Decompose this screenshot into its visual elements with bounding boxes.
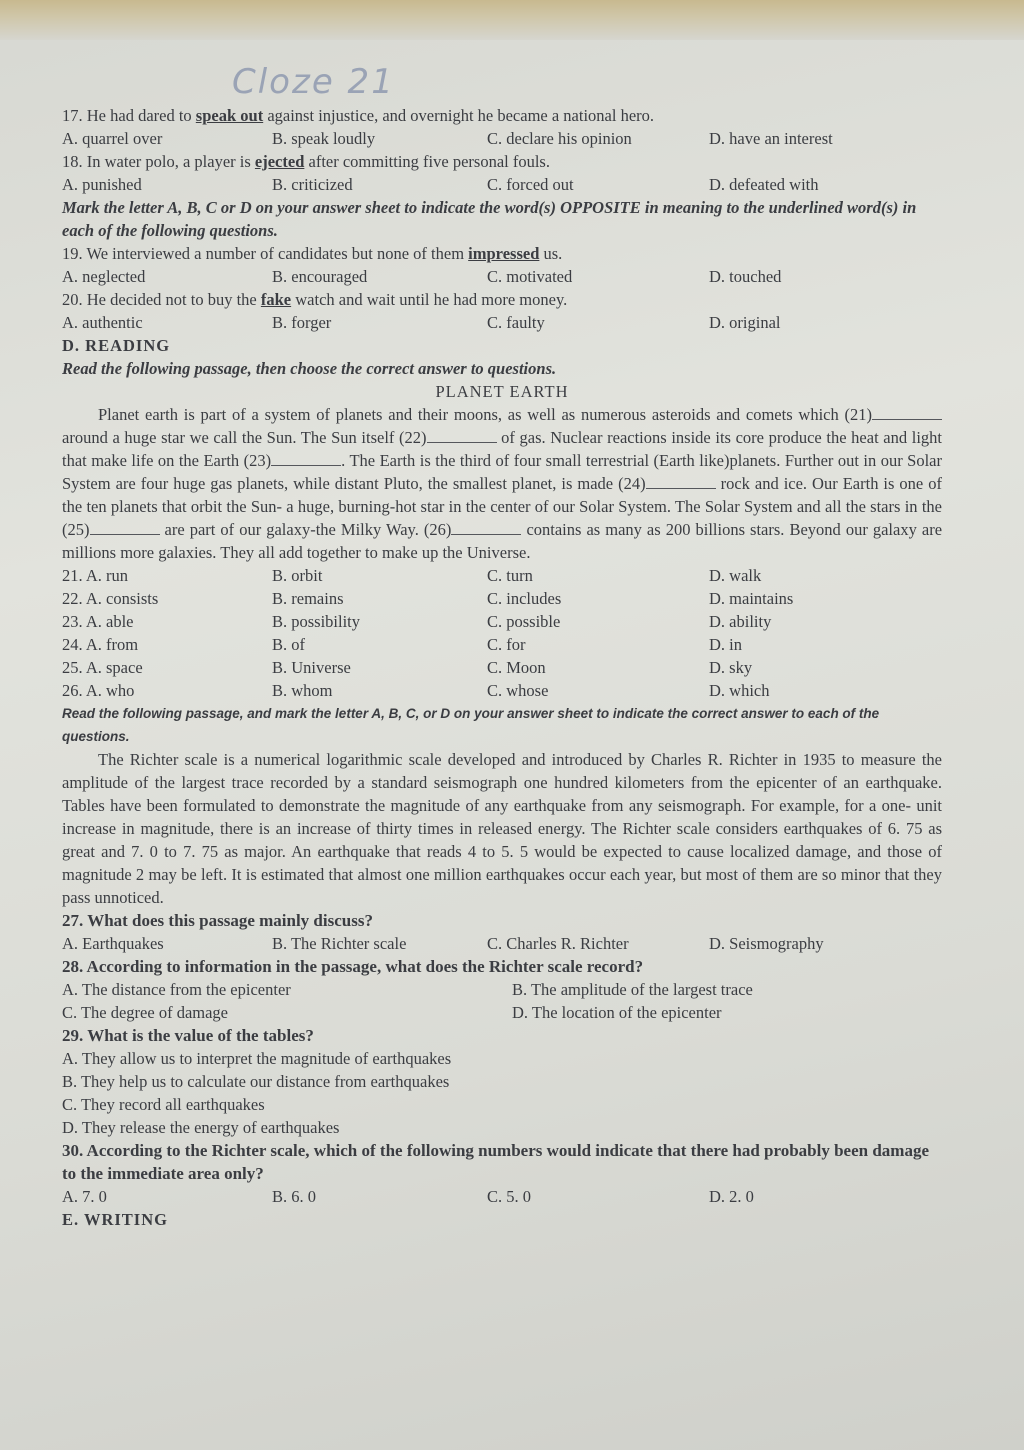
paper-fold-edge	[0, 0, 1024, 40]
question-23-options	[62, 610, 942, 633]
exam-content	[62, 60, 942, 1231]
option-c[interactable]: C. They record all earthquakes	[62, 1095, 265, 1114]
question-28-options-row-2	[62, 1001, 942, 1024]
option-c[interactable]: C. motivated	[487, 267, 573, 286]
question-27: 27. What does this passage mainly discuss?	[62, 911, 373, 930]
option-a[interactable]: A. punished	[62, 175, 142, 194]
passage-1-title: PLANET EARTH	[435, 382, 569, 401]
option-a[interactable]: 25. A. space	[62, 658, 143, 677]
option-d[interactable]: D. 2. 0	[709, 1187, 754, 1206]
option-c[interactable]: C. includes	[487, 589, 562, 608]
option-a[interactable]: A. authentic	[62, 313, 143, 332]
option-b[interactable]: B. forger	[272, 313, 332, 332]
question-21-options	[62, 564, 942, 587]
option-d[interactable]: D. They release the energy of earthquakes	[62, 1118, 340, 1137]
option-d[interactable]: D. touched	[709, 267, 782, 286]
option-a[interactable]: 24. A. from	[62, 635, 139, 654]
question-27-options	[62, 932, 942, 955]
option-b[interactable]: B. The Richter scale	[272, 934, 407, 953]
section-reading-heading: D. READING	[62, 336, 171, 355]
option-c[interactable]: C. forced out	[487, 175, 574, 194]
option-a[interactable]: 23. A. able	[62, 612, 134, 631]
question-28: 28. According to information in the passage, what does the Richter scale record?	[62, 957, 644, 976]
blank-22[interactable]	[427, 428, 497, 443]
instruction-passage-2: Read the following passage, and mark the letter A, B, C, or D on your answer sheet to indicate the correct answer to each of the questions.	[62, 706, 880, 744]
blank-23[interactable]	[271, 451, 341, 466]
blank-21[interactable]	[872, 405, 942, 420]
option-d[interactable]: D. have an interest	[709, 129, 833, 148]
option-b[interactable]: B. They help us to calculate our distance from earthquakes	[62, 1072, 450, 1091]
option-d[interactable]: D. maintains	[709, 589, 794, 608]
blank-25[interactable]	[90, 520, 160, 535]
option-c[interactable]: C. 5. 0	[487, 1187, 532, 1206]
question-17-options	[62, 127, 942, 150]
underlined-word: fake	[260, 290, 292, 309]
question-17: 17. He had dared to speak out against injustice, and overnight he became a national hero.	[62, 106, 655, 125]
option-d[interactable]: D. ability	[709, 612, 772, 631]
option-d[interactable]: D. Seismography	[709, 934, 824, 953]
option-a[interactable]: 21. A. run	[62, 566, 128, 585]
option-a[interactable]: A. quarrel over	[62, 129, 163, 148]
option-b[interactable]: B. Universe	[272, 658, 351, 677]
question-20-options	[62, 311, 942, 334]
question-20: 20. He decided not to buy the fake watch and wait until he had more money.	[62, 290, 568, 309]
option-a[interactable]: A. They allow us to interpret the magnitude of earthquakes	[62, 1049, 452, 1068]
option-c[interactable]: C. declare his opinion	[487, 129, 632, 148]
blank-24[interactable]	[646, 474, 716, 489]
option-b[interactable]: B. orbit	[272, 566, 323, 585]
option-b[interactable]: B. speak loudly	[272, 129, 376, 148]
handwritten-note: Cloze 21	[232, 62, 395, 102]
option-a[interactable]: A. 7. 0	[62, 1187, 107, 1206]
question-18: 18. In water polo, a player is ejected after committing five personal fouls.	[62, 152, 550, 171]
question-22-options	[62, 587, 942, 610]
option-c[interactable]: C. Charles R. Richter	[487, 934, 629, 953]
section-writing-heading: E. WRITING	[62, 1210, 168, 1229]
question-26-options	[62, 679, 942, 702]
instruction-passage-1: Read the following passage, then choose the correct answer to questions.	[62, 359, 557, 378]
option-c[interactable]: C. Moon	[487, 658, 546, 677]
question-28-options-row-1	[62, 978, 942, 1001]
option-a[interactable]: A. neglected	[62, 267, 146, 286]
underlined-word: ejected	[254, 152, 305, 171]
question-30: 30. According to the Richter scale, which of the following numbers would indicate that there had probably been damage to the immediate area only?	[62, 1141, 930, 1183]
option-d[interactable]: D. which	[709, 681, 770, 700]
question-29: 29. What is the value of the tables?	[62, 1026, 314, 1045]
option-b[interactable]: B. 6. 0	[272, 1187, 317, 1206]
option-a[interactable]: A. Earthquakes	[62, 934, 164, 953]
question-24-options	[62, 633, 942, 656]
passage-1: Planet earth is part of a system of planets and their moons, as well as numerous asteroids and comets which (21) around a huge star we call the Sun. The Sun itself (22) of gas. Nuclear reactions inside its core produce the heat and light that make life on the Earth (23) . The Earth is the third of four small terrestrial (Earth like)planets. Further out in our Solar System are four huge gas planets, while distant Pluto, the smallest planet, is made (24) rock and ice. Our Earth is one of the ten planets that orbit the Sun- a huge, burning-hot star in the center of our Solar System. The Solar System and all the stars in the (25) are part of our galaxy-the Milky Way. (26) contains as many as 200 billions stars. Beyond our galaxy are millions more galaxies. They all add together to make up the Universe.	[62, 405, 943, 562]
underlined-word: impressed	[468, 244, 540, 263]
underlined-word: speak out	[195, 106, 264, 125]
option-c[interactable]: C. faulty	[487, 313, 545, 332]
option-a[interactable]: 22. A. consists	[62, 589, 159, 608]
option-c[interactable]: C. turn	[487, 566, 533, 585]
option-d[interactable]: D. sky	[709, 658, 753, 677]
option-c[interactable]: C. possible	[487, 612, 561, 631]
option-b[interactable]: B. whom	[272, 681, 333, 700]
option-c[interactable]: C. The degree of damage	[62, 1003, 228, 1022]
passage-2: The Richter scale is a numerical logarithmic scale developed and introduced by Charles R. Richter in 1935 to measure the amplitude of the largest trace recorded by a standard seismograph one hundred kilometers from the epicenter of an earthquake. Tables have been formulated to demonstrate the magnitude of any earthquake from any seismograph. For example, for a one- unit increase in magnitude, there is an increase of thirty times in released energy. The Richter scale considers earthquakes of 6. 75 as great and 7. 0 to 7. 75 as major. An earthquake that reads 4 to 5. 5 would be expected to cause localized damage, and those of magnitude 2 may be left. It is estimated that almost one million earthquakes occur each year, but most of them are so minor that they pass unnoticed.	[62, 750, 942, 907]
question-19: 19. We interviewed a number of candidates but none of them impressed us.	[62, 244, 563, 263]
option-b[interactable]: B. remains	[272, 589, 344, 608]
option-d[interactable]: D. in	[709, 635, 742, 654]
option-b[interactable]: B. of	[272, 635, 305, 654]
option-b[interactable]: B. The amplitude of the largest trace	[512, 980, 753, 999]
option-d[interactable]: D. defeated with	[709, 175, 819, 194]
question-30-options	[62, 1185, 942, 1208]
option-d[interactable]: D. The location of the epicenter	[512, 1003, 722, 1022]
blank-26[interactable]	[451, 520, 521, 535]
instruction-opposite: Mark the letter A, B, C or D on your answer sheet to indicate the word(s) OPPOSITE in meaning to the underlined word(s) in each of the following questions.	[62, 198, 917, 240]
option-a[interactable]: A. The distance from the epicenter	[62, 980, 291, 999]
option-d[interactable]: D. original	[709, 313, 781, 332]
question-25-options	[62, 656, 942, 679]
option-c[interactable]: C. whose	[487, 681, 549, 700]
option-a[interactable]: 26. A. who	[62, 681, 135, 700]
question-19-options	[62, 265, 942, 288]
option-b[interactable]: B. possibility	[272, 612, 361, 631]
option-b[interactable]: B. encouraged	[272, 267, 368, 286]
option-d[interactable]: D. walk	[709, 566, 762, 585]
question-18-options	[62, 173, 942, 196]
option-c[interactable]: C. for	[487, 635, 526, 654]
option-b[interactable]: B. criticized	[272, 175, 353, 194]
